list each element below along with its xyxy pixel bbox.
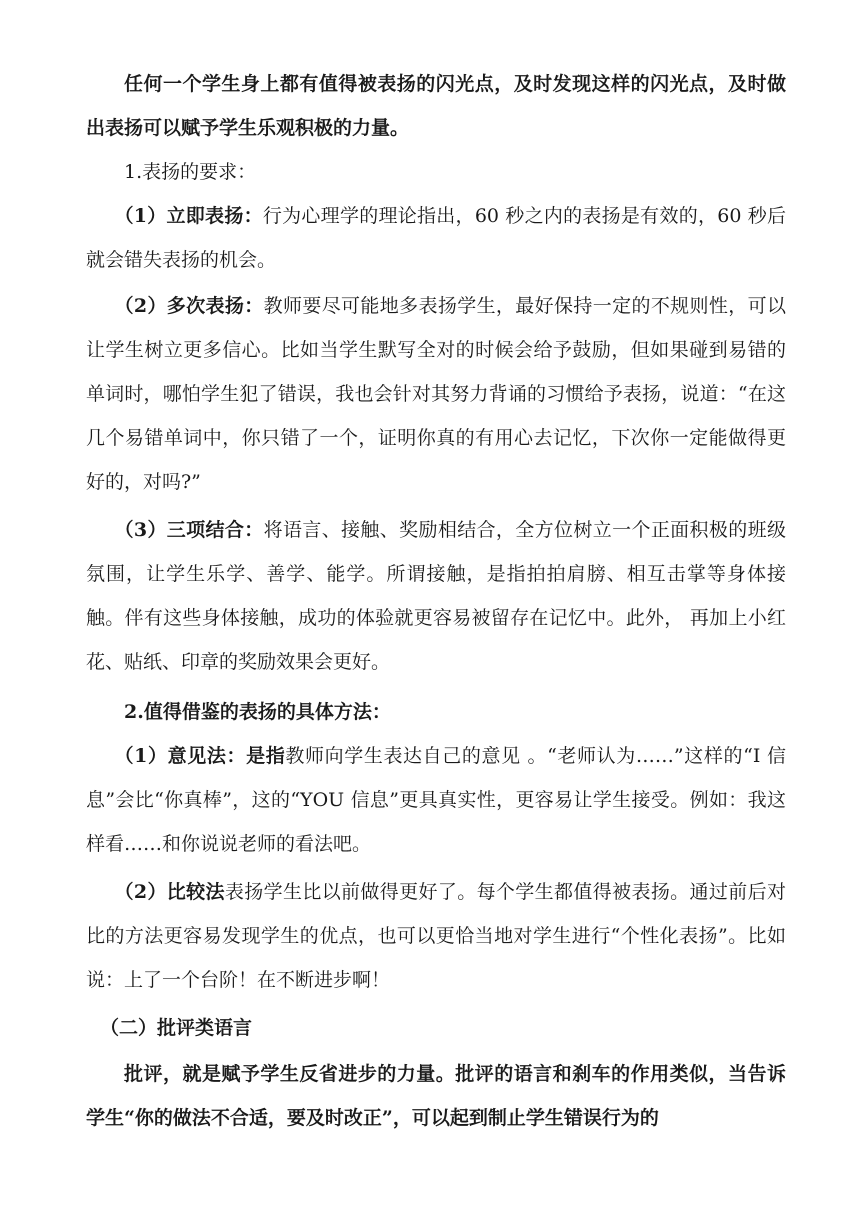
criticism-paragraph xyxy=(86,1052,786,1140)
requirement-2-text: 教师要尽可能地多表扬学生，最好保持一定的不规则性，可以让学生树立更多信心。比如当学生默写全对的时候会给予鼓励，但如果碰到易错的单词时，哪怕学生犯了错误，我也会针对其努力背诵的习惯给予表扬，说道：“在这几个易错单词中，你只错了一个，证明你真的有用心去记忆，下次你一定能做得更好的，对吗?” xyxy=(86,295,786,493)
requirement-2-label: （2）多次表扬： xyxy=(114,295,264,317)
intro-paragraph xyxy=(86,62,786,150)
method-2 xyxy=(86,870,786,1002)
method-2-text: 表扬学生比以前做得更好了。每个学生都值得被表扬。通过前后对比的方法更容易发现学生的优点，也可以更恰当地对学生进行“个性化表扬”。比如说：上了一个台阶！在不断进步啊！ xyxy=(86,881,786,991)
requirements-heading xyxy=(86,150,786,194)
method-1-label: （1）意见法：是指 xyxy=(114,745,286,767)
method-1 xyxy=(86,734,786,866)
section-heading-text: （二）批评类语言 xyxy=(100,1017,253,1039)
requirement-3-text: 将语言、接触、奖励相结合，全方位树立一个正面积极的班级氛围，让学生乐学、善学、能学。所谓接触，是指拍拍肩膀、相互击掌等身体接触。伴有这些身体接触，成功的体验就更容易被留存在记忆中。此外， 再加上小红花、贴纸、印章的奖励效果会更好。 xyxy=(86,519,786,673)
intro-text: 任何一个学生身上都有值得被表扬的闪光点，及时发现这样的闪光点，及时做出表扬可以赋予学生乐观积极的力量。 xyxy=(86,73,786,139)
method-1-text: 教师向学生表达自己的意见 。“老师认为……”这样的“I 信息”会比“你真棒”，这的“YOU 信息”更具真实性，更容易让学生接受。例如：我这样看……和你说说老师的看法吧。 xyxy=(86,745,786,855)
requirement-1-label: （1）立即表扬： xyxy=(114,205,263,227)
methods-heading-text: 2.值得借鉴的表扬的具体方法： xyxy=(124,701,391,723)
methods-heading xyxy=(86,690,786,734)
criticism-text: 批评，就是赋予学生反省进步的力量。批评的语言和刹车的作用类似，当告诉学生“你的做法不合适，要及时改正”，可以起到制止学生错误行为的 xyxy=(86,1063,786,1129)
requirements-heading-text: 1.表扬的要求： xyxy=(124,161,257,183)
requirement-3 xyxy=(86,508,786,684)
requirement-2 xyxy=(86,284,786,504)
requirement-3-label: （3）三项结合： xyxy=(114,519,264,541)
requirement-1 xyxy=(86,194,786,282)
section-heading xyxy=(100,1006,800,1050)
method-2-label: （2）比较法 xyxy=(114,881,225,903)
requirement-1-text: 行为心理学的理论指出，60 秒之内的表扬是有效的，60 秒后就会错失表扬的机会。 xyxy=(86,205,786,271)
